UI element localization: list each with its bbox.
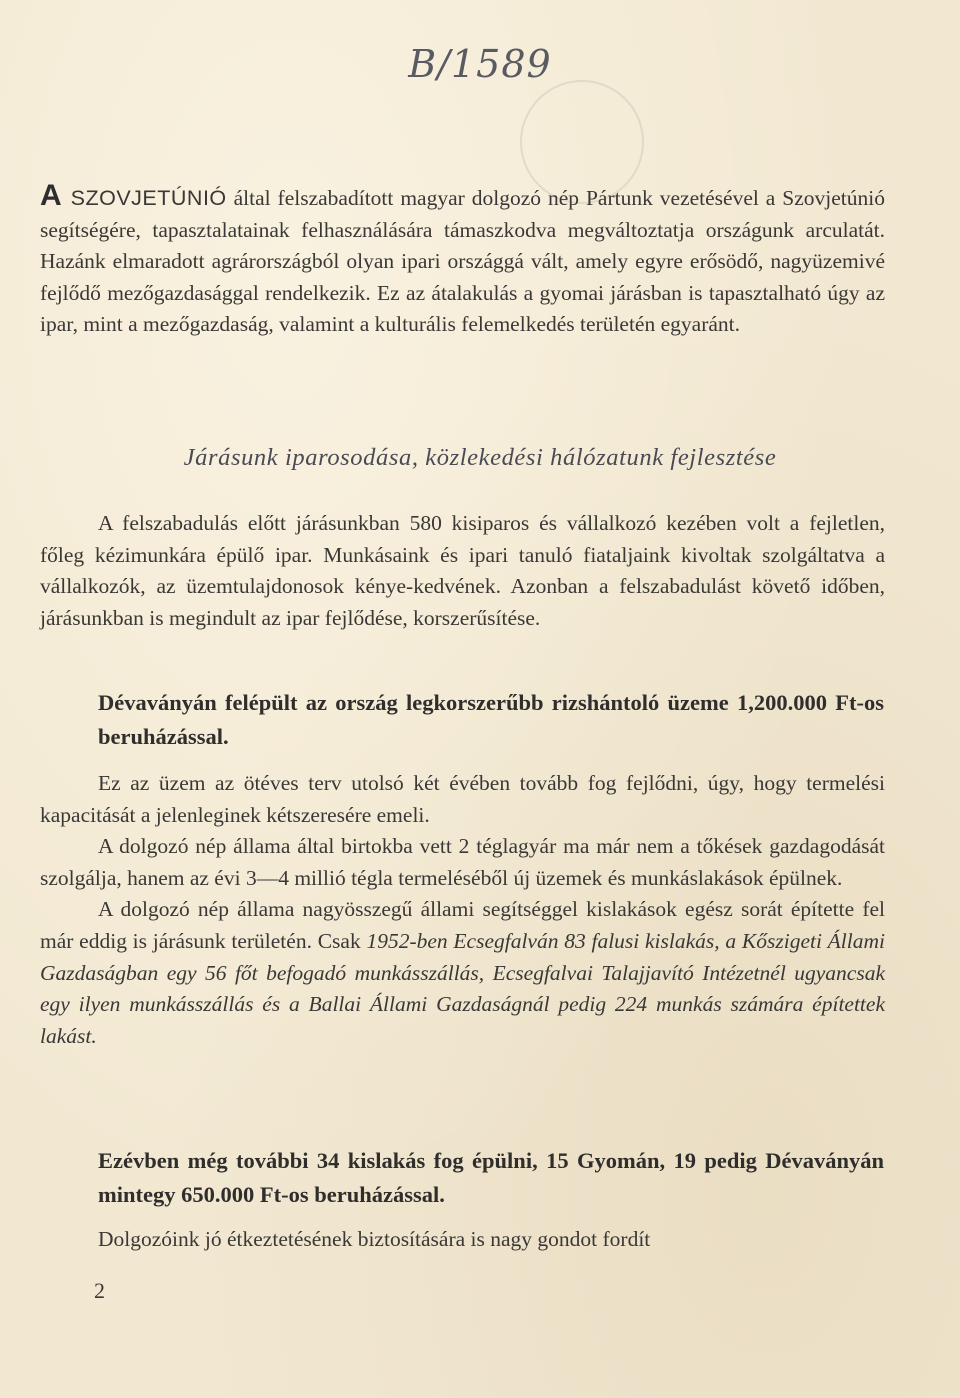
intro-text: által felszabadított magyar dolgozó nép Pártunk vezetésével a Szovjetúnió segítségére, tapasztalatainak felhasználására támaszkodva megváltoztatja országunk arculatát. Hazánk elmaradott agrárországból olyan ipari országgá vált, amely egyre erősödő, nagyüzemivé fejlődő mezőgazdasággal rendelkezik. Ez az átalakulás a gyomai járásban is tapasztalható úgy az ipar, mint a mezőgazdaság, valamint a kulturális felemelkedés területén egyaránt. [40, 186, 885, 337]
housing-italic-text: 1952-ben Ecsegfalván 83 falusi kislakás, a Kőszigeti Állami Gazdaságban egy 56 főt befogadó munkásszállás, Ecsegfalvai Talajjavító Intézetnél ugyancsak egy ilyen munkásszállás és a Ballai Állami Gazdaságnál pedig 224 munkás számára építettek lakást. [40, 928, 886, 1048]
intro-paragraph [40, 180, 885, 341]
paragraph-industry-before: A felszabadulás előtt járásunkban 580 kisiparos és vállalkozó kezében volt a fejletlen, főleg kézimunkára épülő ipar. Munkásaink és ipari tanuló fiataljaink kivoltak szolgáltatva a vállalkozók, az üzemtulajdonosok kénye-kedvének. Azonban a felszabadulást követő időben, járásunkban is megindult az ipar fejlődése, korszerűsítése. [40, 511, 885, 630]
paragraph-brickworks: A dolgozó nép állama által birtokba vett 2 téglagyár ma már nem a tőkések gazdagodását szolgálja, hanem az évi 3—4 millió tégla termeléséből új üzemek és munkáslakások épülnek. [40, 834, 885, 890]
highlight-new-houses: Ezévben még további 34 kislakás fog épülni, 15 Gyomán, 19 pedig Dévaványán mintegy 650.000 Ft-os beruházással. [98, 1148, 884, 1207]
intro-lead-caps: SZOVJETÚNIÓ [70, 186, 227, 210]
paragraph-group [40, 768, 885, 1052]
paragraph-plant-growth: Ez az üzem az ötéves terv utolsó két évében tovább fog fejlődni, úgy, hogy termelési kapacitását a jelenleginek kétszeresére emeli. [40, 771, 885, 827]
housing-text: A dolgozó nép állama nagyösszegű állami segítséggel kislakások egész sorát építette fel már eddig is járásunk területén. Csak [40, 897, 885, 953]
highlight-rice-plant: Dévaványán felépült az ország legkorszerűbb rizshántoló üzeme 1,200.000 Ft-os beruházással. [98, 690, 884, 749]
archive-mark: B/1589 [408, 42, 552, 86]
page-number: 2 [94, 1278, 105, 1303]
section-heading: Járásunk iparosodása, közlekedési hálózatunk fejlesztése [183, 444, 777, 471]
dropcap-letter: A [40, 179, 62, 212]
paragraph-catering: Dolgozóink jó étkeztetésének biztosítására is nagy gondot fordít [98, 1227, 651, 1251]
paragraph-housing [40, 894, 885, 1052]
